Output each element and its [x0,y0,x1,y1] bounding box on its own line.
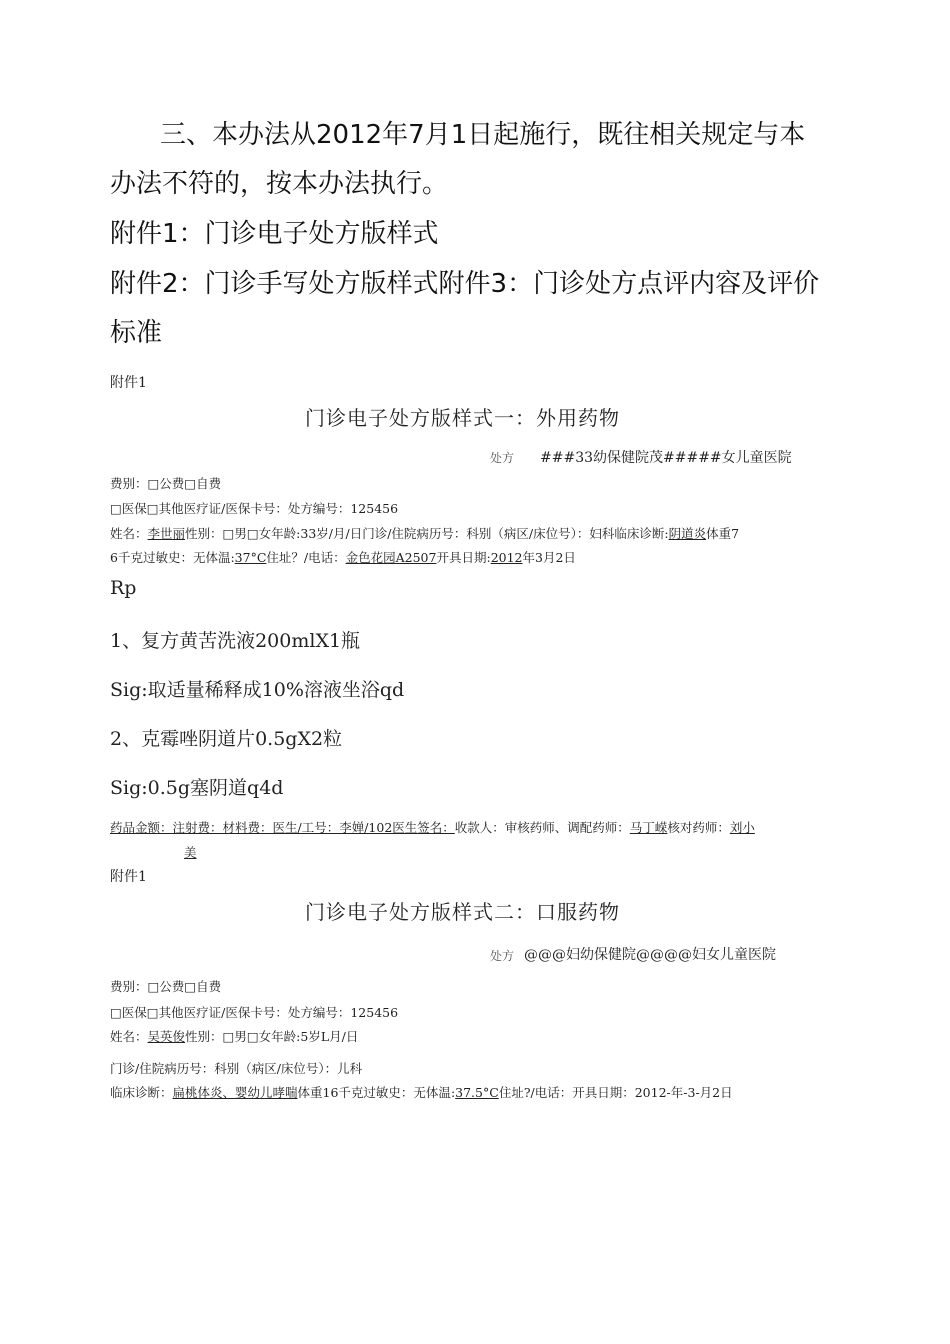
form1-footer [110,818,755,836]
form1-address-label: 住址？/电话： [266,550,346,565]
form1-date-year: 2012 [490,550,523,565]
intro-line-1: 三、本办法从2012年7月1日起施行，既往相关规定与本 [160,120,806,150]
form2-title: 门诊电子处方版样式二：口服药物 [305,900,620,924]
form2-dept-line: 门诊/住院病历号：科别（病区/床位号）：儿科 [110,1061,363,1076]
form1-temperature: 37°C [234,550,267,565]
form2-name-label: 姓名： [110,1029,148,1044]
attachment-label-2: 附件1 [110,869,147,885]
form1-drug-1: 1、复方黄苦洗液200mlX1瓶 [110,630,361,652]
form2-patient-info: 性别：□男□女年龄:5岁L月/日 [185,1029,359,1044]
form1-sig-1: Sig:取适量稀释成10%溶液坐浴qd [110,679,405,701]
form2-address-date: 住址?/电话：开具日期：2012-年-3-月2日 [498,1085,733,1100]
form2-diagnosis-line [110,1083,733,1101]
form1-patient-info: 性别：□男□女年龄:33岁/月/日门诊/住院病历号：科别（病区/床位号）：妇科临床诊断: [185,526,669,541]
intro-line-2: 办法不符的，按本办法执行。 [110,169,449,199]
form1-hospital-name: ###33幼保健院茂#####女儿童医院 [540,450,792,466]
form2-hospital-name: @@@妇幼保健院@@@@妇女儿童医院 [524,947,776,963]
form1-footer-checker-label: 核对药师： [667,820,730,835]
form1-sig-2: Sig:0.5g塞阴道q4d [110,777,284,799]
intro-line-4: 附件2：门诊手写处方版样式附件3：门诊处方点评内容及评价 [110,269,820,299]
form1-title: 门诊电子处方版样式一：外用药物 [305,406,620,430]
form2-stamp: 处方 [490,949,515,963]
form1-allergy: 6千克过敏史：无体温: [110,550,235,565]
form2-patient-name: 吴英俊 [147,1029,186,1044]
form1-fee-type: 费别：□公费□自费 [110,476,222,491]
form1-date-rest: 年3月2日 [522,550,576,565]
intro-line-3: 附件1：门诊电子处方版样式 [110,219,439,249]
form1-weight: 体重7 [706,526,740,541]
form1-patient-name: 李世丽 [147,526,186,541]
form1-insurance-line: □医保□其他医疗证/医保卡号：处方编号：125456 [110,501,399,516]
form1-footer-wrap: 美 [184,845,197,860]
form1-diagnosis: 阴道炎 [668,526,707,541]
form1-footer-pharmacist: 马丁嵘 [629,820,668,835]
form1-stamp: 处方 [490,451,515,465]
form2-insurance-line: □医保□其他医疗证/医保卡号：处方编号：125456 [110,1005,399,1020]
form1-name-label: 姓名： [110,526,148,541]
form1-patient-line [110,524,739,542]
form2-patient-line [110,1027,358,1045]
form2-allergy: 体重16千克过敏史：无体温: [297,1085,456,1100]
intro-line-5: 标准 [110,318,163,348]
form2-fee-type: 费别：□公费□自费 [110,979,222,994]
form1-patient-line-2 [110,548,576,566]
form1-rp: Rp [110,577,137,599]
form2-diagnosis: 扁桃体炎、婴幼儿哮喘 [172,1085,298,1100]
attachment-label-1: 附件1 [110,375,147,391]
form1-footer-cashier: 收款人：审核药师、调配药师： [454,820,630,835]
form2-diagnosis-label: 临床诊断： [110,1085,173,1100]
form1-drug-2: 2、克霉唑阴道片0.5gX2粒 [110,728,343,750]
form2-temperature: 37.5°C [455,1085,499,1100]
form1-footer-checker: 刘小 [729,820,755,835]
form1-footer-fees: 药品金额：注射费：材料费：医生/工号：李婵/102医生签名： [110,820,455,835]
form1-date-label: 开具日期: [436,550,491,565]
form1-address: 金色花园A2507 [345,550,437,565]
